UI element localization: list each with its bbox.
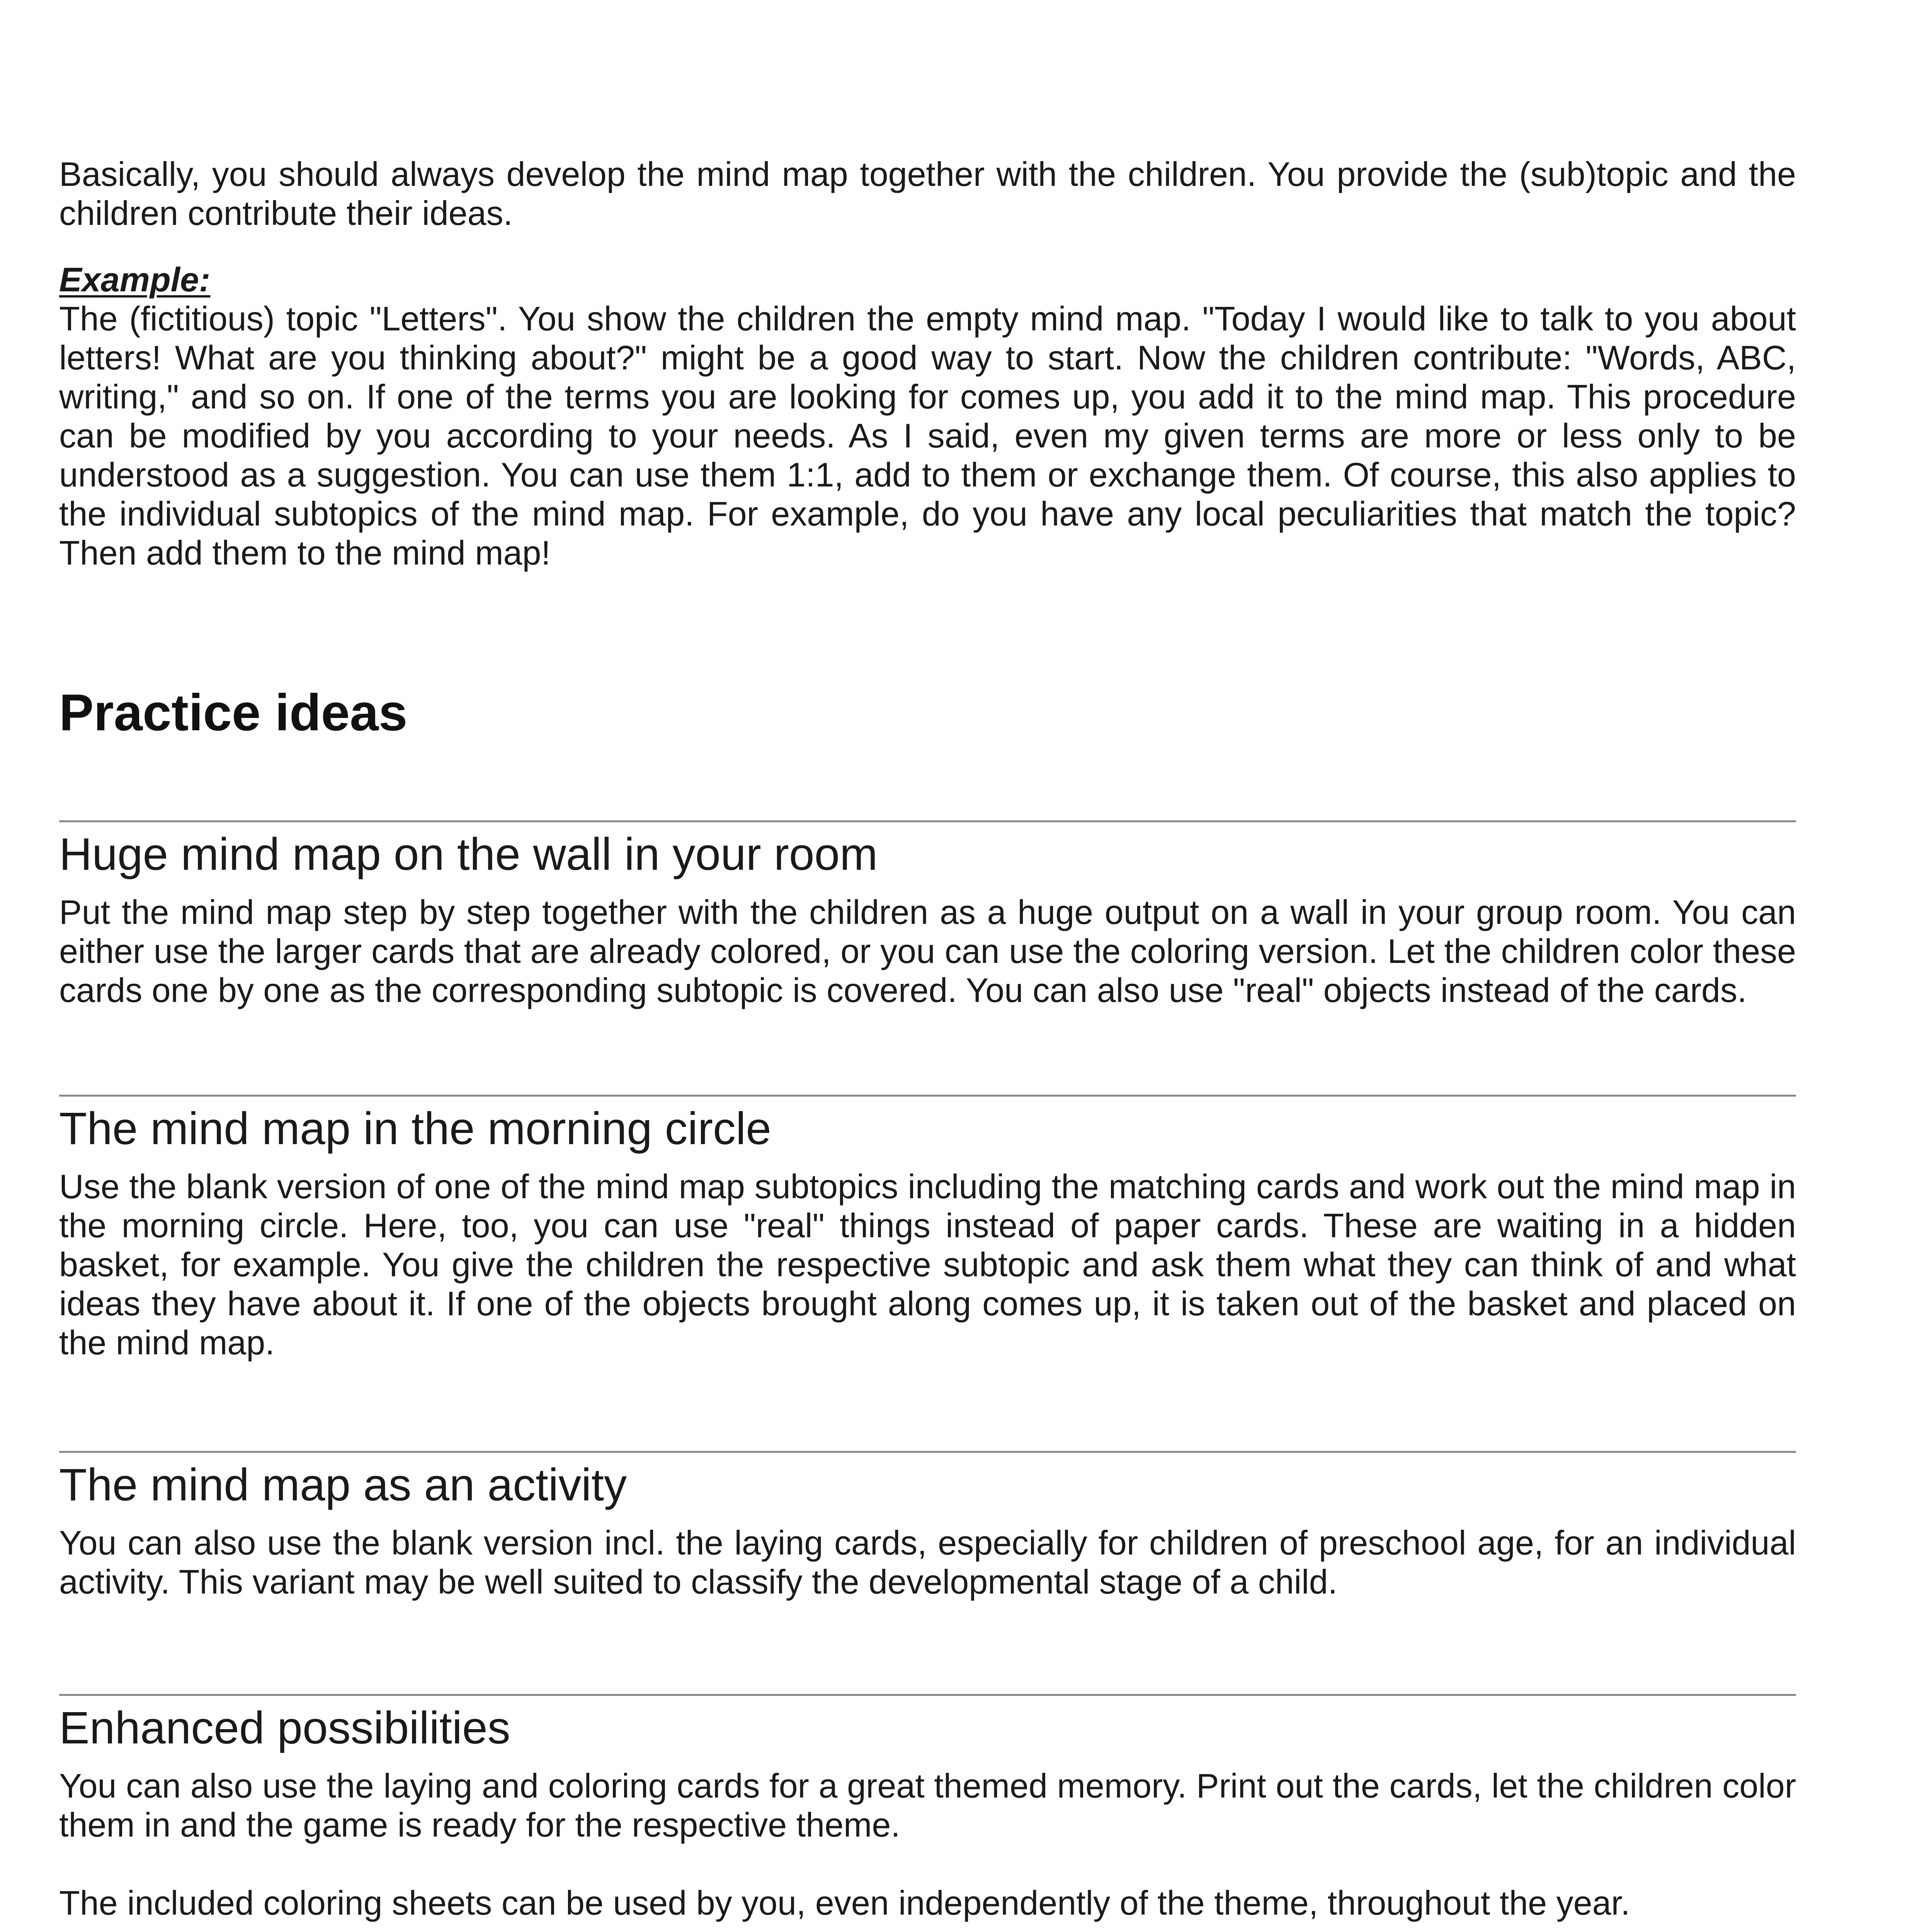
section-title: The mind map in the morning circle bbox=[59, 1103, 771, 1154]
example-paragraph: The (fictitious) topic "Letters". You show the children the empty mind map. "Today I would like to talk to you about letters! What are you thinking about?" might be a good way to start. Now the children contribute: "Words, ABC, writing," and so on. If one of the terms you are looking for comes up, you add it to the mind map. This procedure can be modified by you according to your needs. As I said, even my given terms are more or less only to be understood as a suggestion. You can use them 1:1, add to them or exchange them. Of course, this also applies to the individual subtopics of the mind map. For example, do you have any local peculiarities that match the topic? Then add them to the mind map! bbox=[59, 299, 1796, 572]
section-activity bbox=[59, 1451, 1796, 1601]
section-morning-circle bbox=[59, 1095, 1796, 1362]
section-body: You can also use the blank version incl. the laying cards, especially for children of preschool age, for an individual activity. This variant may be well suited to classify the developmental stage of a child. bbox=[59, 1524, 1796, 1601]
section-divider bbox=[59, 1095, 1796, 1097]
section-divider bbox=[59, 1451, 1796, 1453]
section-divider bbox=[59, 820, 1796, 822]
section-enhanced-possibilities bbox=[59, 1694, 1796, 1922]
section-divider bbox=[59, 1694, 1796, 1696]
section-body: Use the blank version of one of the mind map subtopics including the matching cards and work out the mind map in the morning circle. Here, too, you can use "real" things instead of paper cards. These are waiting in a hidden basket, for example. You give the children the respective subtopic and ask them what they can think of and what ideas they have about it. If one of the objects brought along comes up, it is taken out of the basket and placed on the mind map. bbox=[59, 1167, 1796, 1362]
section-body: Put the mind map step by step together with the children as a huge output on a wall in your group room. You can either use the larger cards that are already colored, or you can use the coloring version. Let the children color these cards one by one as the corresponding subtopic is covered. You can also use "real" objects instead of the cards. bbox=[59, 893, 1796, 1009]
section-title: Huge mind map on the wall in your room bbox=[59, 829, 878, 880]
section-title: Enhanced possibilities bbox=[59, 1702, 510, 1753]
practice-ideas-heading: Practice ideas bbox=[59, 684, 408, 742]
example-label: Example: bbox=[59, 260, 211, 299]
section-huge-mind-map bbox=[59, 820, 1796, 1010]
section-body: The included coloring sheets can be used by you, even independently of the theme, throughout the year. bbox=[59, 1884, 1630, 1922]
document-page bbox=[59, 155, 1796, 1922]
intro-paragraph: Basically, you should always develop the mind map together with the children. You provide the (sub)topic and the children contribute their ideas. bbox=[59, 155, 1796, 232]
section-body: You can also use the laying and coloring cards for a great themed memory. Print out the cards, let the children color them in and the game is ready for the respective theme. bbox=[59, 1767, 1796, 1844]
section-title: The mind map as an activity bbox=[59, 1459, 627, 1510]
